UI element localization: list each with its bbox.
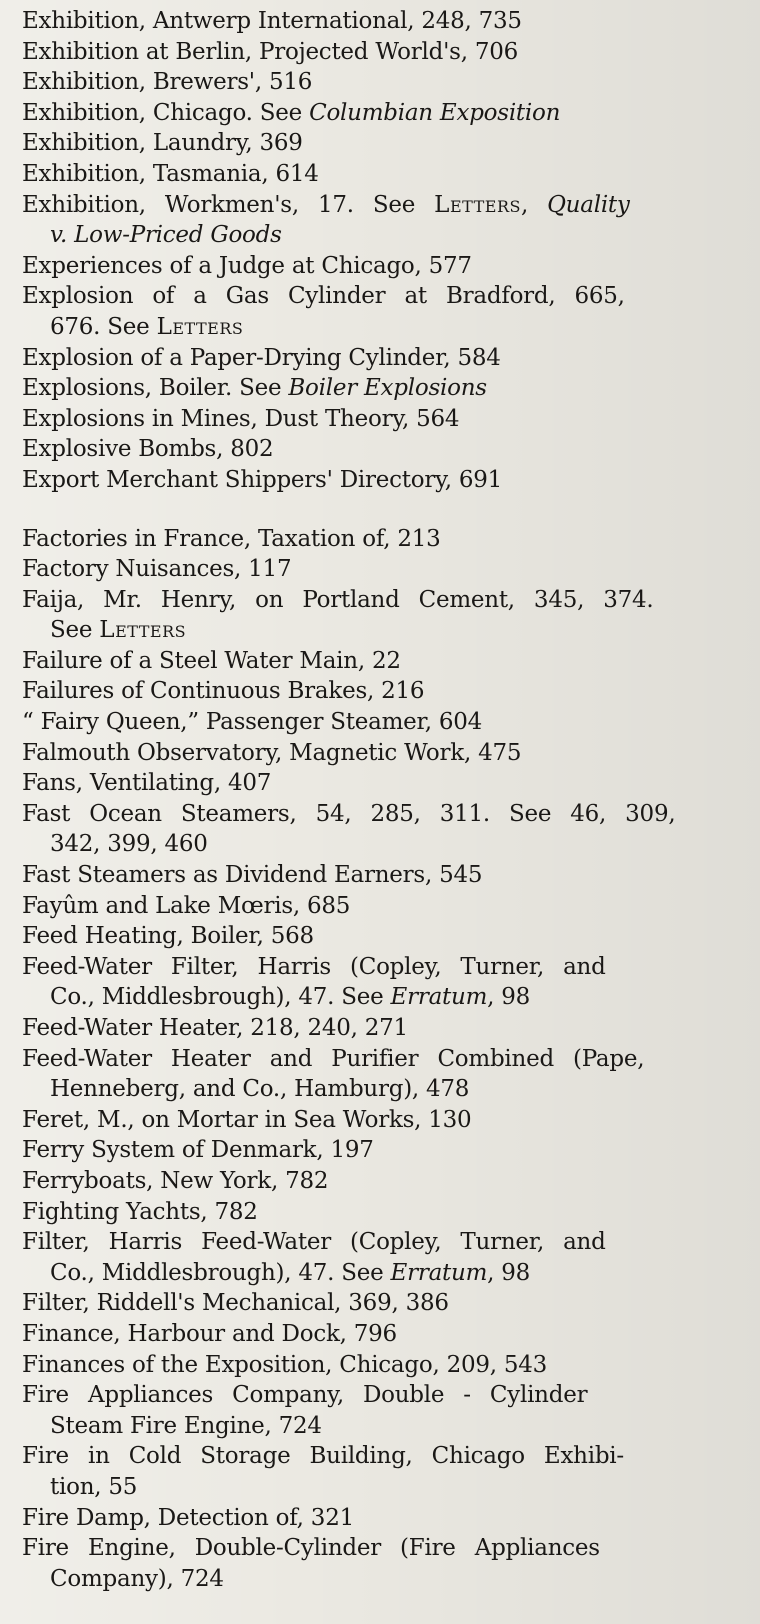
index-entry <box>22 1227 742 1288</box>
entry-text: Failure of a Steel Water Main, 22 <box>22 647 401 674</box>
index-entry <box>22 6 742 37</box>
index-entry <box>22 98 742 129</box>
index-entry-line <box>22 1137 374 1163</box>
entry-text: Falmouth Observatory, Magnetic Work, 475 <box>22 739 522 766</box>
entry-text: Faija, Mr. Henry, on Portland Cement, 345, 374. <box>22 586 654 613</box>
index-entry-continuation <box>22 1564 742 1595</box>
index-entry-line <box>22 740 521 766</box>
index-entry <box>22 434 742 465</box>
entry-text: Exhibition, Brewers', 516 <box>22 69 313 96</box>
entry-text: Finance, Harbour and Dock, 796 <box>22 1320 397 1347</box>
index-entry <box>22 1105 742 1136</box>
entry-text: , 98 <box>487 1259 531 1286</box>
entry-text: Fire Appliances Company, Double - Cylinder <box>22 1382 588 1409</box>
index-entry <box>22 190 742 251</box>
index-entry <box>22 281 742 342</box>
entry-text: Feed-Water Filter, Harris (Copley, Turner, and <box>22 953 606 980</box>
index-entry <box>22 1319 742 1350</box>
entry-text: Explosion of a Gas Cylinder at Bradford, 665, <box>22 283 625 310</box>
index-entry <box>22 465 742 496</box>
index-section-f <box>22 524 742 1595</box>
index-entry-line <box>22 161 319 187</box>
index-entry <box>22 251 742 282</box>
entry-text: Feed Heating, Boiler, 568 <box>22 923 314 950</box>
index-entry <box>22 1350 742 1381</box>
entry-text: Explosion of a Paper-Drying Cylinder, 584 <box>22 344 501 371</box>
index-entry-continuation <box>22 1411 742 1442</box>
entry-text: Fire in Cold Storage Building, Chicago Exhibi- <box>22 1443 624 1470</box>
entry-text: Fighting Yachts, 782 <box>22 1198 258 1225</box>
entry-text: Factories in France, Taxation of, 213 <box>22 525 441 552</box>
index-entry-line <box>22 770 271 796</box>
entry-text: Fayûm and Lake Mœris, 685 <box>22 892 351 919</box>
small-caps-reference: Letters <box>434 191 521 218</box>
entry-text: Feed-Water Heater, 218, 240, 271 <box>22 1015 408 1041</box>
index-entry-line <box>22 678 424 704</box>
index-entry <box>22 1533 742 1594</box>
index-entry <box>22 1013 742 1044</box>
index-entry <box>22 707 742 738</box>
index-entry-continuation <box>22 1258 742 1289</box>
index-column <box>22 6 742 1594</box>
index-entry <box>22 1197 742 1228</box>
index-entry <box>22 676 742 707</box>
entry-text: Failures of Continuous Brakes, 216 <box>22 678 425 705</box>
entry-text: Exhibition, Laundry, 369 <box>22 130 303 157</box>
entry-text: “ Fairy Queen,” Passenger Steamer, 604 <box>22 709 482 736</box>
index-entry-line <box>22 1290 449 1316</box>
index-entry <box>22 799 742 860</box>
small-caps-reference: Letters <box>99 617 187 644</box>
italic-reference: Columbian Exposition <box>309 99 561 126</box>
index-entry-line <box>22 39 518 65</box>
index-entry <box>22 404 742 435</box>
entry-text: Exhibition at Berlin, Projected World's, 706 <box>22 38 518 65</box>
index-entry <box>22 1441 742 1502</box>
index-entry-continuation <box>22 829 742 860</box>
index-entry <box>22 128 742 159</box>
index-entry <box>22 646 742 677</box>
index-entry-line <box>22 1443 624 1469</box>
index-entry-line <box>22 467 502 493</box>
index-entry-line <box>22 1229 606 1255</box>
index-entry-line <box>22 8 522 34</box>
entry-text: Explosions, Boiler. See <box>22 375 289 402</box>
italic-reference: v. Low-Priced Goods <box>50 222 282 249</box>
italic-reference: Quality <box>547 191 630 218</box>
entry-text: Exhibition, Workmen's, 17. See <box>22 191 435 218</box>
index-entry <box>22 1503 742 1534</box>
entry-text: Feret, M., on Mortar in Sea Works, 130 <box>22 1106 472 1133</box>
index-entry <box>22 768 742 799</box>
index-entry-continuation <box>22 220 742 251</box>
index-entry-line <box>22 893 350 919</box>
entry-text: Filter, Harris Feed-Water (Copley, Turner, and <box>22 1229 606 1256</box>
index-entry <box>22 921 742 952</box>
entry-text: Ferry System of Denmark, 197 <box>22 1137 374 1164</box>
entry-text: 342, 399, 460 <box>50 831 208 858</box>
entry-text: Ferryboats, New York, 782 <box>22 1167 329 1194</box>
entry-text: Steam Fire Engine, 724 <box>50 1412 322 1439</box>
index-entry-line <box>22 648 401 674</box>
index-entry <box>22 524 742 555</box>
index-entry-line <box>22 406 459 432</box>
index-entry-line <box>22 375 487 401</box>
index-entry-line <box>22 1535 600 1561</box>
index-entry-line <box>22 253 472 279</box>
index-entry-line <box>22 100 560 126</box>
entry-text: Feed-Water Heater and Purifier Combined (Pape, <box>22 1045 645 1072</box>
index-entry <box>22 554 742 585</box>
section-gap <box>22 496 742 524</box>
index-entry-line <box>22 283 625 309</box>
entry-text: Fire Engine, Double-Cylinder (Fire Appliances <box>22 1535 600 1562</box>
entry-text: Factory Nuisances, 117 <box>22 556 292 583</box>
index-entry-line <box>22 130 303 156</box>
entry-text: Exhibition, Chicago. See <box>22 99 310 126</box>
entry-text: Fans, Ventilating, 407 <box>22 770 272 797</box>
entry-text: Experiences of a Judge at Chicago, 577 <box>22 252 472 279</box>
index-entry <box>22 738 742 769</box>
entry-text: Exhibition, Antwerp International, 248, 735 <box>22 8 522 34</box>
index-entry-line <box>22 862 482 888</box>
index-entry-line <box>22 587 653 613</box>
index-entry <box>22 37 742 68</box>
entry-text: Fast Steamers as Dividend Earners, 545 <box>22 862 483 889</box>
entry-text: See <box>50 617 100 644</box>
index-entry-line <box>22 1382 587 1408</box>
entry-text: Henneberg, and Co., Hamburg), 478 <box>50 1076 470 1103</box>
entry-text: 676. See <box>50 313 157 340</box>
entry-text: Exhibition, Tasmania, 614 <box>22 160 319 187</box>
index-entry-line <box>22 345 501 371</box>
index-entry-line <box>22 923 314 949</box>
index-entry-continuation <box>22 1074 742 1105</box>
index-entry-line <box>22 801 675 827</box>
index-entry-line <box>22 526 441 552</box>
index-entry <box>22 1044 742 1105</box>
index-entry <box>22 159 742 190</box>
index-entry-line <box>22 69 312 95</box>
index-entry-line <box>22 1168 328 1194</box>
index-entry-line <box>22 709 482 735</box>
index-entry <box>22 67 742 98</box>
entry-text: Fire Damp, Detection of, 321 <box>22 1504 354 1531</box>
entry-text: Finances of the Exposition, Chicago, 209, 543 <box>22 1351 548 1378</box>
index-entry-line <box>22 1352 547 1378</box>
index-entry <box>22 1288 742 1319</box>
entry-text: Co., Middlesbrough), 47. See <box>50 1259 391 1286</box>
italic-reference: Erratum <box>390 984 488 1011</box>
index-entry-continuation <box>22 982 742 1013</box>
index-entry-line <box>22 1046 644 1072</box>
index-entry-line <box>22 1199 258 1225</box>
index-entry <box>22 585 742 646</box>
entry-text: tion, 55 <box>50 1473 138 1500</box>
index-entry <box>22 860 742 891</box>
index-entry-line <box>22 1107 471 1133</box>
index-entry <box>22 1380 742 1441</box>
index-entry <box>22 891 742 922</box>
index-entry <box>22 1135 742 1166</box>
entry-text: Fast Ocean Steamers, 54, 285, 311. See 46, 309, <box>22 800 676 827</box>
index-entry <box>22 373 742 404</box>
index-entry-line <box>22 556 291 582</box>
index-entry-line <box>22 1015 408 1041</box>
entry-text: Explosions in Mines, Dust Theory, 564 <box>22 405 460 432</box>
index-entry-line <box>22 436 273 462</box>
index-entry <box>22 343 742 374</box>
italic-reference: Boiler Explosions <box>288 375 487 402</box>
entry-text: Filter, Riddell's Mechanical, 369, 386 <box>22 1290 449 1317</box>
index-entry-line <box>22 954 606 980</box>
entry-text: , 98 <box>487 984 531 1011</box>
index-entry <box>22 1166 742 1197</box>
italic-reference: Erratum <box>390 1259 488 1286</box>
entry-text: Co., Middlesbrough), 47. See <box>50 984 391 1011</box>
index-entry-line <box>22 1505 354 1531</box>
entry-text: Company), 724 <box>50 1565 224 1592</box>
index-entry-line <box>22 1321 397 1347</box>
entry-text: , <box>520 191 548 218</box>
entry-text: Explosive Bombs, 802 <box>22 436 274 463</box>
small-caps-reference: Letters <box>156 313 244 340</box>
entry-text: Export Merchant Shippers' Directory, 691 <box>22 466 503 493</box>
index-entry-continuation <box>22 615 742 646</box>
index-section-e <box>22 6 742 496</box>
index-entry <box>22 952 742 1013</box>
index-entry-continuation <box>22 312 742 343</box>
index-entry-line <box>22 192 630 218</box>
index-entry-continuation <box>22 1472 742 1503</box>
